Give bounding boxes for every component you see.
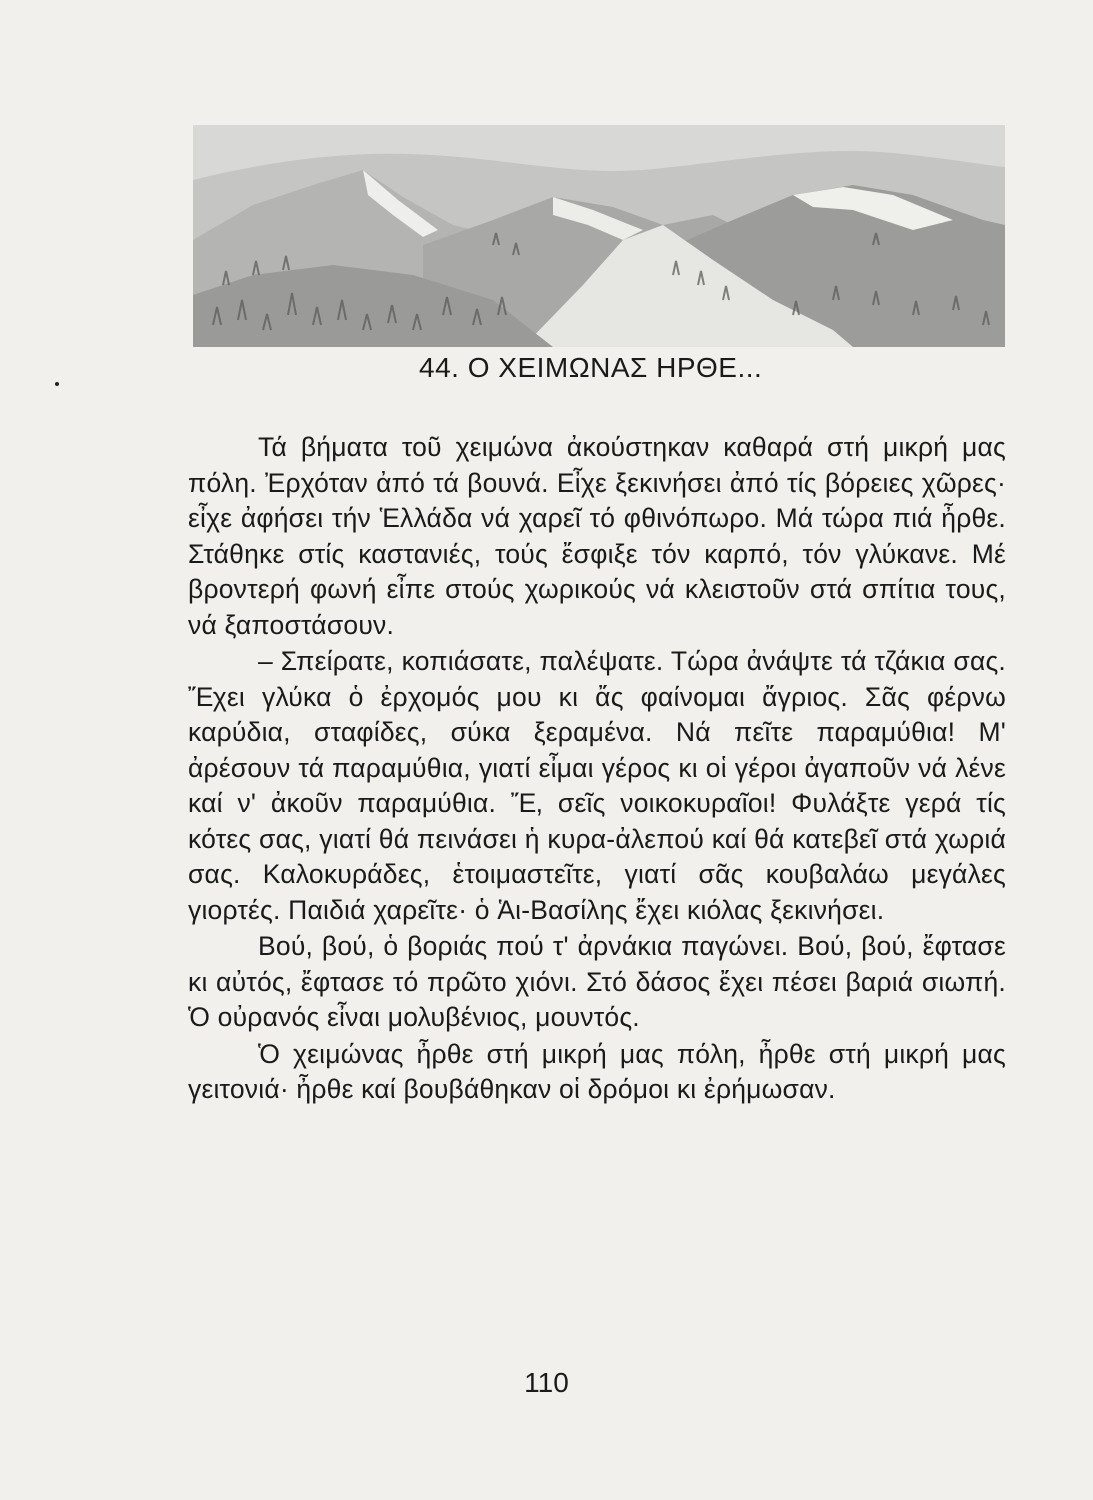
- body-text: [188, 430, 1006, 1108]
- page-number: 110: [524, 1367, 569, 1398]
- paragraph: Τά βήματα τοῦ χειμώνα ἀκούστηκαν καθαρά στή μικρή μας πόλη. Ἐρχόταν ἀπό τά βουνά. Εἶχε ξεκινήσει ἀπό τίς βόρειες χῶρες· εἶχε ἀφήσει τήν Ἑλλάδα νά χαρεῖ τό φθινόπωρο. Μά τώρα πιά ἦρθε. Στάθηκε στίς καστανιές, τούς ἔσφιξε τόν καρπό, τόν γλύκανε. Μέ βροντερή φωνή εἶπε στούς χωρικούς νά κλειστοῦν στά σπίτια τους, νά ξαποστάσουν.: [188, 432, 1006, 640]
- snowy-mountains-illustration: [193, 125, 1005, 347]
- paragraph: – Σπείρατε, κοπιάσατε, παλέψατε. Τώρα ἀνάψτε τά τζάκια σας. Ἔχει γλύκα ὁ ἐρχομός μου κι ἄς φαίνομαι ἄγριος. Σᾶς φέρνω καρύδια, σταφίδες, σύκα ξεραμένα. Νά πεῖτε παραμύθια! Μ' ἀρέσουν τά παραμύθια, γιατί εἶμαι γέρος κι οἱ γέροι ἀγαποῦν νά λένε καί ν' ἀκοῦν παραμύθια. Ἔ, σεῖς νοικοκυραῖοι! Φυλάξτε γερά τίς κότες σας, γιατί θά πεινάσει ἡ κυρα-ἀλεπού καί θά κατεβεῖ στά χωριά σας. Καλοκυράδες, ἑτοιμαστεῖτε, γιατί σᾶς κουβαλάω μεγάλες γιορτές. Παιδιά χαρεῖτε· ὁ Ἁι-Βασίλης ἔχει κιόλας ξεκινήσει.: [188, 646, 1006, 925]
- paragraph: Ὁ χειμώνας ἦρθε στή μικρή μας πόλη, ἦρθε στή μικρή μας γειτονιά· ἦρθε καί βουβάθηκαν οἱ δρόμοι κι ἐρήμωσαν.: [188, 1038, 1006, 1104]
- paragraph: Βού, βού, ὁ βοριάς πού τ' ἀρνάκια παγώνει. Βού, βού, ἔφτασε κι αὐτός, ἔφτασε τό πρῶτο χιόνι. Στό δάσος ἔχει πέσει βαριά σιωπή. Ὁ οὐρανός εἶναι μολυβένιος, μουντός.: [188, 931, 1006, 1032]
- snowy-mountains-icon: [193, 125, 1005, 347]
- chapter-title: 44. Ο ΧΕΙΜΩΝΑΣ ΗΡΘΕ...: [419, 352, 763, 383]
- speck: [55, 382, 59, 386]
